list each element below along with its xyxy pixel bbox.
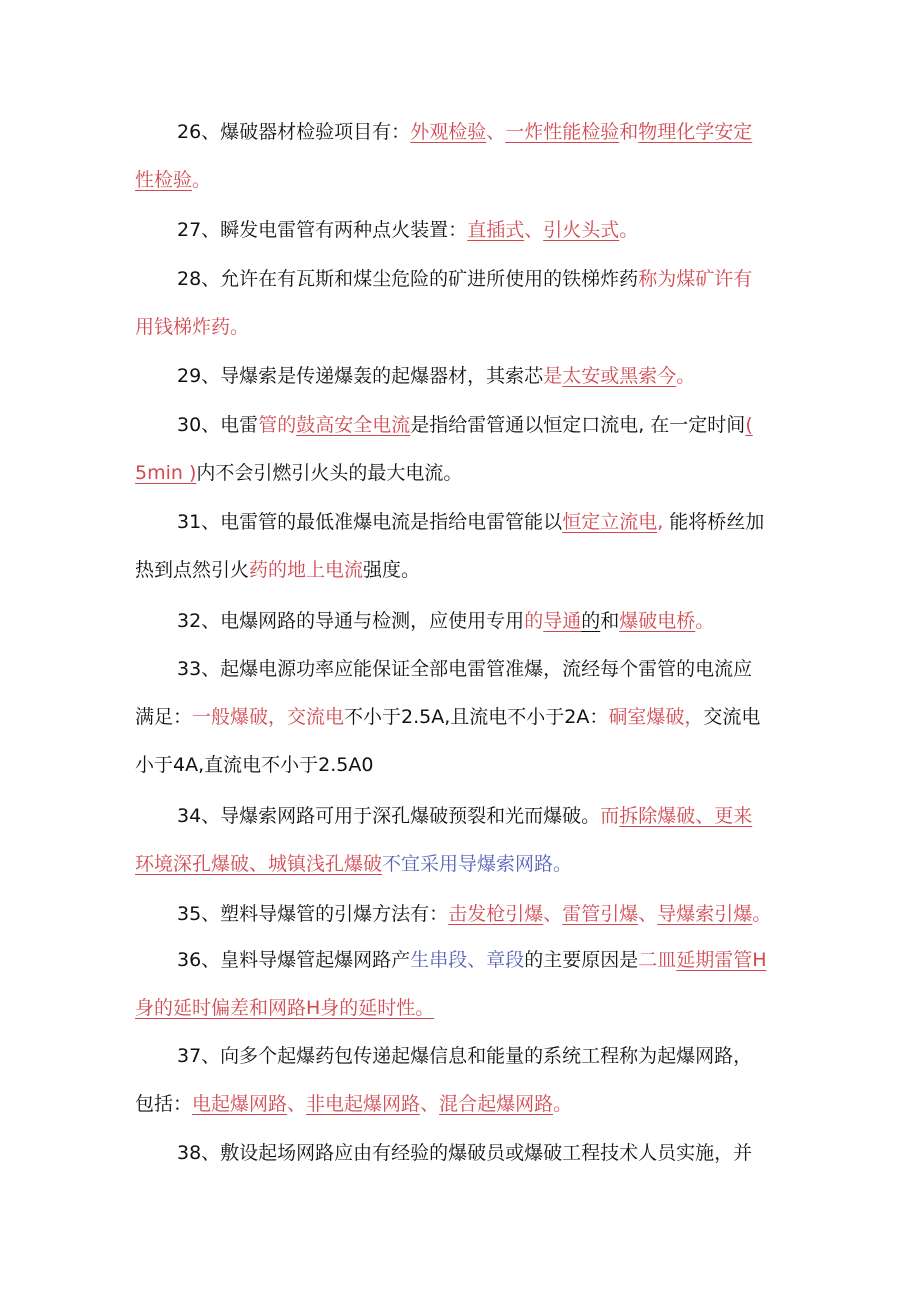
answer-text: 鼓高安全电流 xyxy=(296,414,411,436)
answer-text: 身的延时偏差和网路H身的延时性。 xyxy=(135,997,435,1019)
answer-text: 拆除爆破、更来 xyxy=(619,805,753,827)
answer-text: 称为煤矿许有 xyxy=(638,268,753,290)
answer-text: 非电起爆网路 xyxy=(306,1093,421,1115)
answer-text: 击发枪引爆 xyxy=(448,903,544,925)
answer-text: 混合起爆网路 xyxy=(439,1093,554,1115)
answer-text: 硐室爆破， xyxy=(608,706,704,728)
answer-text: 一般爆破， xyxy=(192,706,288,728)
question-31: 31、电雷管的最低准爆电流是指给电雷管能以恒定立流电, 能将桥丝加 热到点然引火药的地上电流强度。 xyxy=(135,511,765,581)
question-28: 28、允许在有瓦斯和煤尘危险的矿进所使用的铁梯炸药称为煤矿许有 用钱梯炸药。 xyxy=(135,268,753,338)
answer-text: 生串段、章段 xyxy=(410,949,525,971)
question-26 xyxy=(135,108,785,204)
question-30: 30、电雷管的鼓高安全电流是指给雷管通以恒定口流电, 在一定时间( 5min )内不会引燃引火头的最大电流。 xyxy=(135,414,753,484)
answer-text: 直插式 xyxy=(467,219,525,241)
answer-text: 5min ) xyxy=(135,462,197,484)
answer-text: 恒定立流电 xyxy=(562,511,658,533)
question-26-line-2: 性检验。 xyxy=(135,169,212,191)
question-35: 35、塑料导爆管的引爆方法有：击发枪引爆、雷管引爆、导爆索引爆。 xyxy=(177,903,772,925)
answer-text: 用钱梯炸药。 xyxy=(135,316,250,338)
answer-text: 药的地上电流 xyxy=(249,559,364,581)
question-36: 36、皇料导爆管起爆网路产生串段、章段的主要原因是二皿延期雷管H 身的延时偏差和网路H身的延时性。 xyxy=(135,949,767,1019)
question-38: 38、敷设起场网路应由有经验的爆破员或爆破工程技术人员实施，并 xyxy=(177,1142,753,1164)
answer-text: 雷管引爆 xyxy=(562,903,639,925)
answer-text: 导通 xyxy=(543,610,582,632)
answer-text: 电起爆网路 xyxy=(192,1093,288,1115)
answer-text: 导爆索网路。 xyxy=(458,853,573,875)
answer-text: 一炸性能检验 xyxy=(505,121,620,143)
answer-text: 太安或黑索今 xyxy=(562,365,677,387)
answer-text: 性检验 xyxy=(135,169,193,191)
answer-text: 引火头式 xyxy=(543,219,620,241)
answer-text: 导爆索引爆 xyxy=(657,903,753,925)
question-29: 29、导爆索是传递爆轰的起爆器材，其索芯是太安或黑索今。 xyxy=(177,365,696,387)
question-37: 37、向多个起爆药包传递起爆信息和能量的系统工程称为起爆网路， 包括：电起爆网路、非电起爆网路、混合起爆网路。 xyxy=(135,1045,753,1115)
answer-text: 物理化学安定 xyxy=(638,121,753,143)
question-34: 34、导爆索网路可用于深孔爆破预裂和光而爆破。而拆除爆破、更来 环境深孔爆破、城镇浅孔爆破不宜采用导爆索网路。 xyxy=(135,805,753,875)
question-32: 32、电爆网路的导通与检测，应使用专用的导通的和爆破电桥。 xyxy=(177,610,715,632)
question-27: 27、瞬发电雷管有两种点火装置：直插式、引火头式。 xyxy=(177,219,639,241)
answer-text: 交流电 xyxy=(287,706,345,728)
question-26-line-1: 26、爆破器材检验项目有：外观检验、一炸性能检验和物理化学安定 xyxy=(177,121,753,143)
answer-text: 环境深孔爆破、城镇浅孔爆破 xyxy=(135,853,383,875)
answer-text: 爆破电桥 xyxy=(619,610,696,632)
answer-text: 外观检验 xyxy=(410,121,487,143)
answer-text: 延期雷管H xyxy=(676,949,767,971)
question-33: 33、起爆电源功率应能保证全部电雷管准爆，流经每个雷管的电流应 满足：一般爆破，交流电不小于2.5A,且流电不小于2A：硐室爆破，交流电 小于4A,直流电不小于2.5A0 xyxy=(135,658,761,776)
